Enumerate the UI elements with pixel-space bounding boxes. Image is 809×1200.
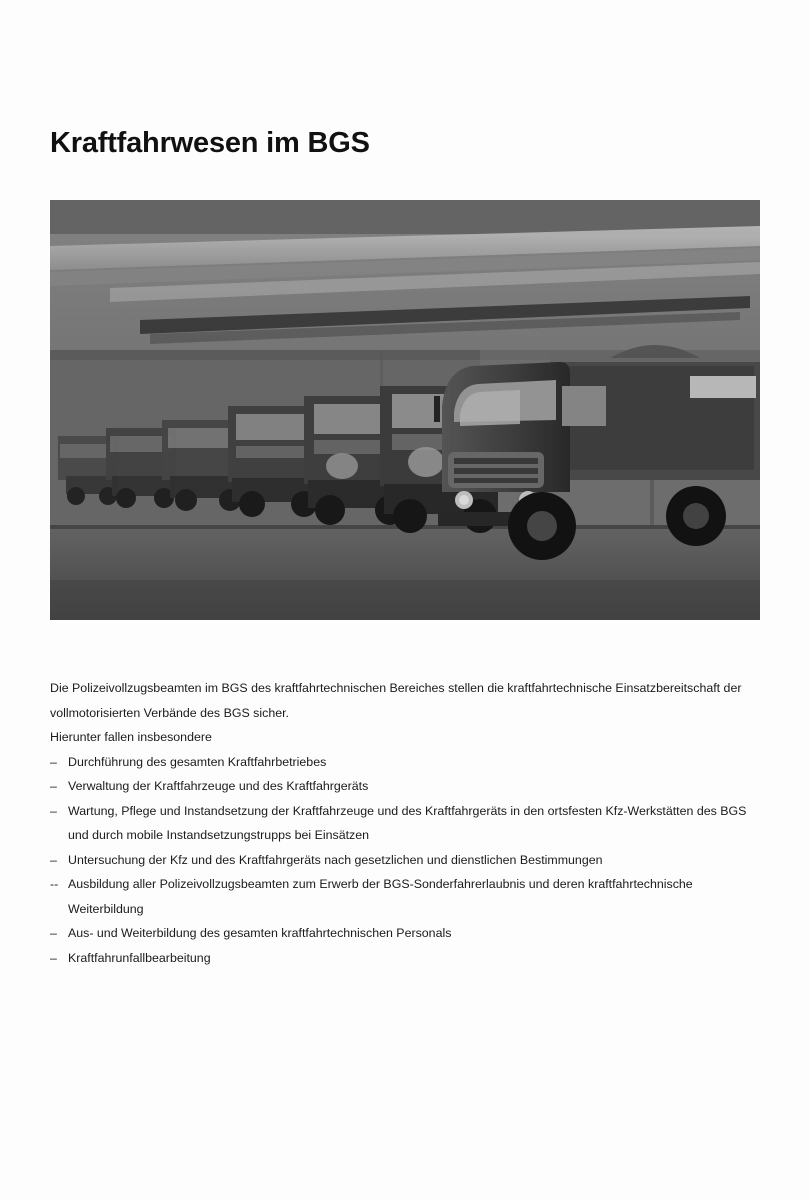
intro-sub: Hierunter fallen insbesondere <box>50 730 212 744</box>
list-item <box>50 921 762 946</box>
list-marker: – <box>50 803 57 818</box>
list-item-text: Aus- und Weiterbildung des gesamten kraftfahrtechnischen Personals <box>68 926 452 940</box>
list-item-text: Durchführung des gesamten Kraftfahrbetriebes <box>68 754 327 769</box>
list-marker: – <box>50 950 57 965</box>
list-item <box>50 872 762 921</box>
list-item <box>50 750 762 775</box>
list-marker: -- <box>50 877 59 891</box>
list-item-text: Wartung, Pflege und Instandsetzung der Kraftfahrzeuge und des Kraftfahrgeräts in den ortsfesten Kfz-Werkstätten des BGS und durch mobile Instandsetzungstrupps bei Einsätzen <box>68 803 747 842</box>
list-item-text: Ausbildung aller Polizeivollzugsbeamten zum Erwerb der BGS-Sonderfahrerlaubnis und deren kraftfahrtechnische Weiterbildung <box>68 877 693 916</box>
list-marker: – <box>50 926 57 940</box>
intro-block <box>50 676 762 750</box>
list-marker: – <box>50 779 57 793</box>
list-marker: – <box>50 754 57 769</box>
list-item <box>50 848 762 873</box>
duties-list <box>50 750 762 971</box>
body-text <box>50 676 762 970</box>
list-item-text: Kraftfahrunfallbearbeitung <box>68 950 211 965</box>
list-item-text: Untersuchung der Kfz und des Kraftfahrgeräts nach gesetzlichen und dienstlichen Bestimmungen <box>68 852 603 867</box>
list-item <box>50 946 762 971</box>
intro-lead: Die Polizeivollzugsbeamten im BGS des kraftfahrtechnischen Bereiches stellen die kraftfahrtechnische Einsatzbereitschaft der vollmotorisierten Verbände des BGS sicher. <box>50 681 742 720</box>
list-item <box>50 774 762 799</box>
truck-fleet-photo <box>50 200 760 620</box>
page-title: Kraftfahrwesen im BGS <box>50 127 370 160</box>
list-item-text: Verwaltung der Kraftfahrzeuge und des Kraftfahrgeräts <box>68 779 369 793</box>
list-marker: – <box>50 852 57 867</box>
list-item <box>50 799 762 848</box>
